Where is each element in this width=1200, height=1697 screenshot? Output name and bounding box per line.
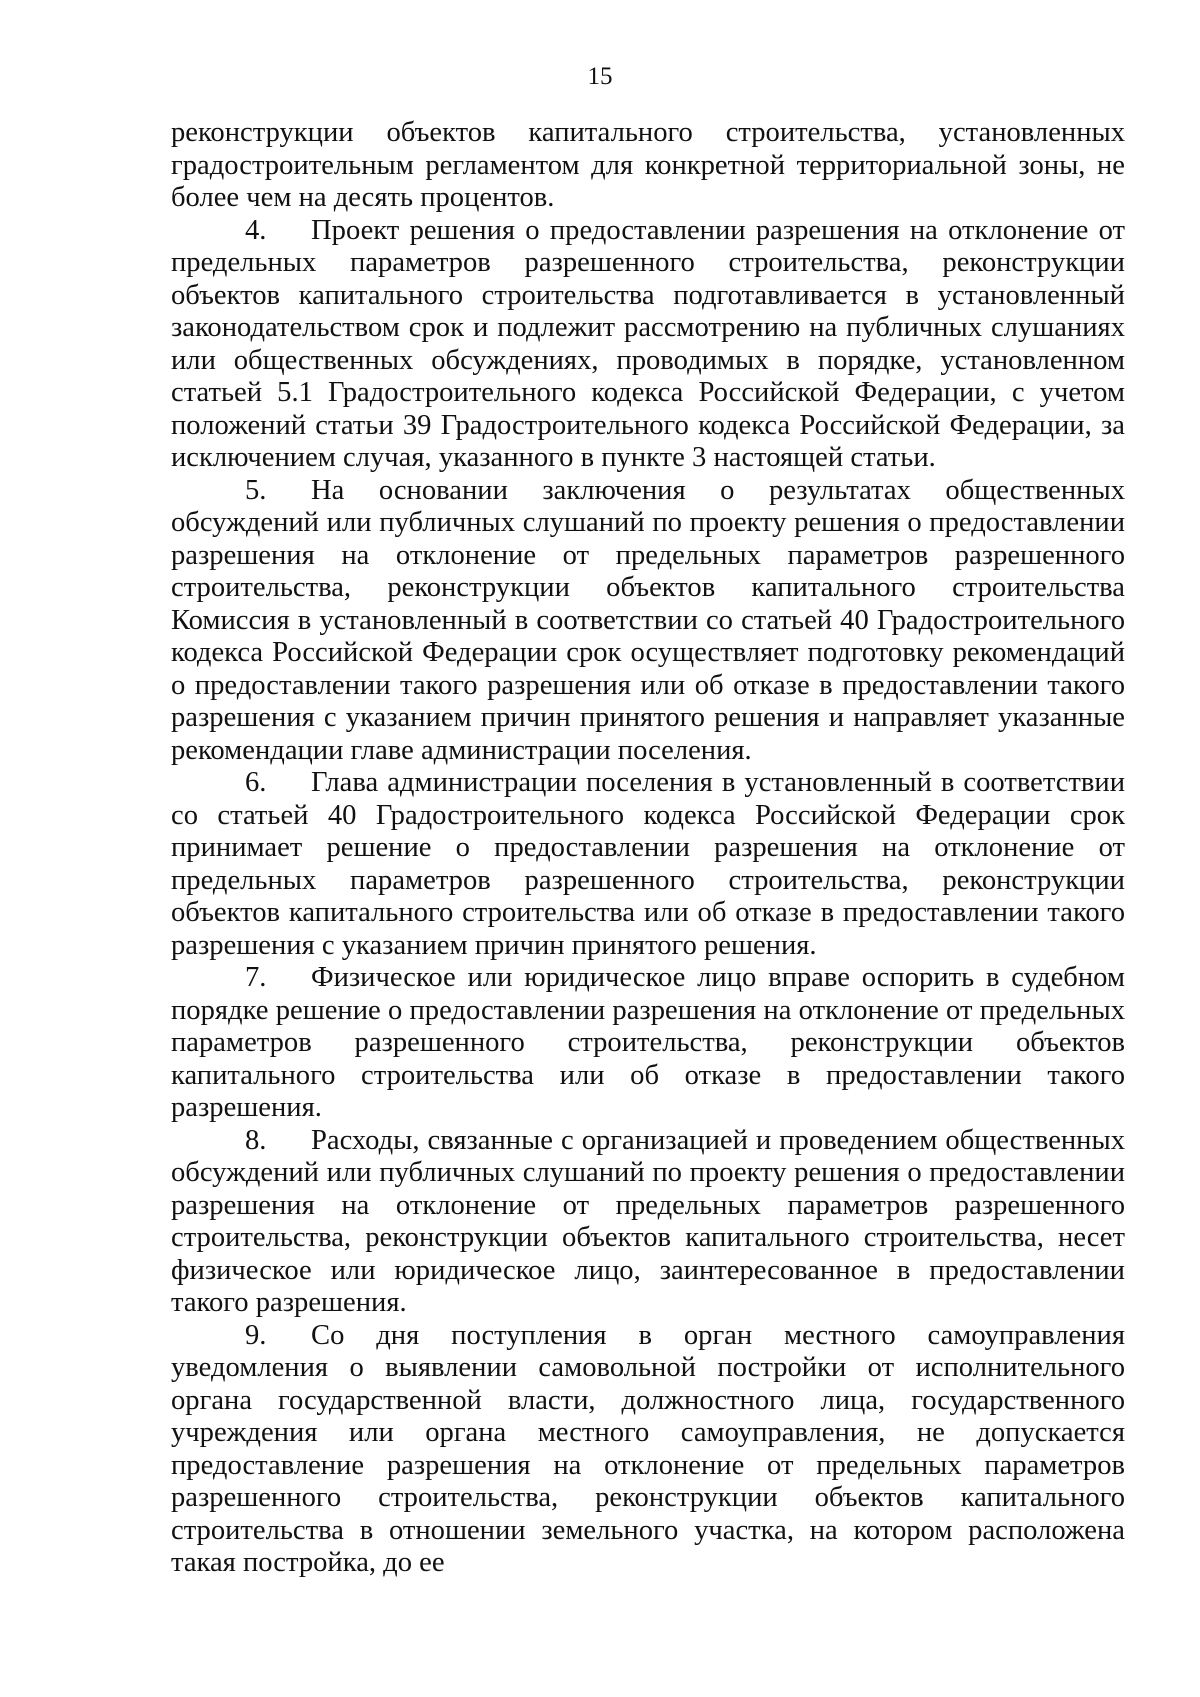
paragraph-text: Проект решения о предоставлении разрешения на отклонение от предельных параметров разрешенного строительства, реконструкции объектов капитального строительства подготавливается в установленный законодательством срок и подлежит рассмотрению на публичных слушаниях или общественных обсуждениях, проводимых в порядке, установленном статьей 5.1 Градостроительного кодекса Российской Федерации, с учетом положений статьи 39 Градостроительного кодекса Российской Федерации, за исключением случая, указанного в пункте 3 настоящей статьи.	[171, 214, 1125, 473]
paragraph-number: 8.	[245, 1124, 267, 1156]
numbered-paragraph-8	[171, 1125, 1125, 1320]
paragraph-text: Глава администрации поселения в установленный в соответствии со статьей 40 Градостроительного кодекса Российской Федерации срок принимает решение о предоставлении разрешения на отклонение от предельных параметров разрешенного строительства, реконструкции объектов капитального строительства или об отказе в предоставлении такого разрешения с указанием причин принятого решения.	[171, 767, 1125, 961]
numbered-paragraph-5	[171, 475, 1125, 768]
paragraph-number: 6.	[245, 767, 267, 798]
paragraph-number: 5.	[245, 474, 267, 506]
paragraph-text: Физическое или юридическое лицо вправе оспорить в судебном порядке решение о предоставлении разрешения на отклонение от предельных параметров разрешенного строительства, реконструкции объектов капитального строительства или об отказе в предоставлении такого разрешения.	[171, 962, 1125, 1123]
numbered-paragraph-9	[171, 1320, 1125, 1580]
paragraph-text: На основании заключения о результатах общественных обсуждений или публичных слушаний по проекту решения о предоставлении разрешения на отклонение от предельных параметров разрешенного строительства, реконструкции объектов капитального строительства Комиссия в установленный в соответствии со статьей 40 Градостроительного кодекса Российской Федерации срок осуществляет подготовку рекомендаций о предоставлении такого разрешения или об отказе в предоставлении такого разрешения с указанием причин принятого решения и направляет указанные рекомендации главе администрации поселения.	[171, 474, 1125, 766]
paragraph-number: 9.	[245, 1319, 267, 1351]
paragraph-number: 7.	[245, 962, 267, 993]
continuation-paragraph: реконструкции объектов капитального строительства, установленных градостроительным регламентом для конкретной территориальной зоны, не более чем на десять процентов.	[171, 117, 1125, 213]
paragraph-text: Расходы, связанные с организацией и проведением общественных обсуждений или публичных слушаний по проекту решения о предоставлении разрешения на отклонение от предельных параметров разрешенного строительства, реконструкции объектов капитального строительства, несет физическое или юридическое лицо, заинтересованное в предоставлении такого разрешения.	[171, 1124, 1125, 1318]
numbered-paragraph-6	[171, 767, 1125, 962]
paragraph-number: 4.	[245, 214, 267, 246]
paragraph-text: Со дня поступления в орган местного самоуправления уведомления о выявлении самовольной постройки от исполнительного органа государственной власти, должностного лица, государственного учреждения или органа местного самоуправления, не допускается предоставление разрешения на отклонение от предельных параметров разрешенного строительства, реконструкции объектов капитального строительства в отношении земельного участка, на котором расположена такая постройка, до ее	[171, 1319, 1125, 1578]
numbered-paragraph-4	[171, 215, 1125, 475]
page-number: 15	[587, 63, 613, 90]
document-body	[171, 117, 1125, 1580]
numbered-paragraph-7	[171, 962, 1125, 1125]
